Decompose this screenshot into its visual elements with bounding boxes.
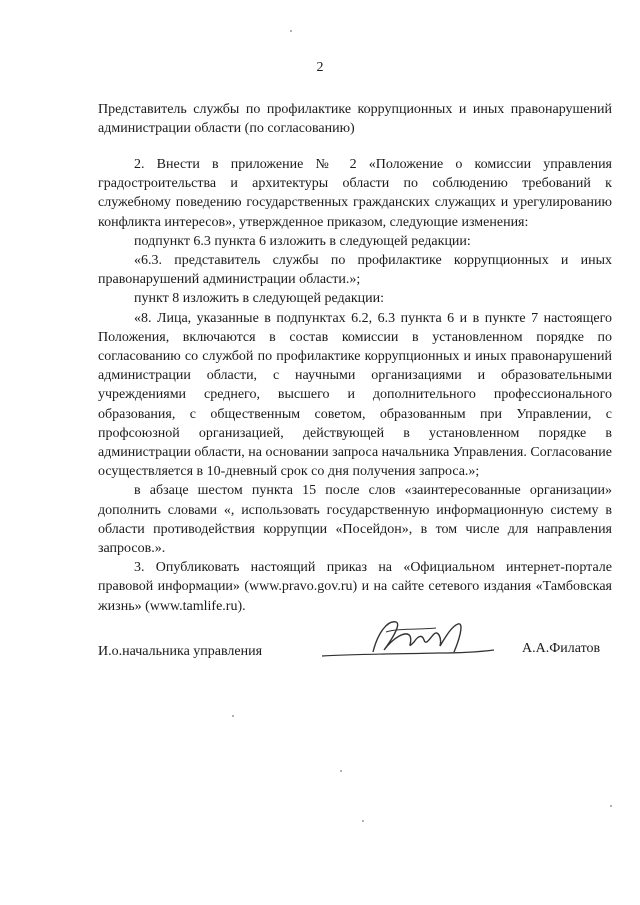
subpoint-6-3-intro: подпункт 6.3 пункта 6 изложить в следующей редакции: bbox=[134, 233, 471, 249]
page-number: 2 bbox=[316, 60, 324, 75]
handwritten-signature bbox=[318, 612, 498, 662]
scan-speck bbox=[232, 715, 234, 717]
amendments-section bbox=[98, 155, 612, 616]
item-3-paragraph: 3. Опубликовать настоящий приказ на «Официальном интернет-портале правовой информации» (www.pravo.gov.ru) и на сайте сетевого издания «Тамбовская жизнь» (www.tamlife.ru). bbox=[98, 560, 612, 614]
item-2-paragraph: 2. Внести в приложение № 2 «Положение о комиссии управления градостроительства и архитектуры области по соблюдению требований к служебному поведению государственных гражданских служащих и урегулированию конфликта интересов», утвержденное приказом, следующие изменения: bbox=[98, 157, 612, 230]
representative-text: Представитель службы по профилактике коррупционных и иных правонарушений администрации области (по согласованию) bbox=[98, 102, 612, 137]
scan-speck bbox=[340, 770, 342, 772]
scan-speck bbox=[290, 30, 292, 32]
scan-speck bbox=[610, 805, 612, 807]
representative-paragraph bbox=[98, 100, 612, 138]
point-8-text: «8. Лица, указанные в подпунктах 6.2, 6.3 пункта 6 и в пункте 7 настоящего Положения, включаются в состав комиссии в установленном порядке по согласованию со службой по профилактике коррупционных и иных правонарушений администрации области, с научными организациями и образовательными учреждениями среднего, высшего и дополнительного профессионального образования, с общественным советом, образованным при Управлении, с профсоюзной организацией, действующей в установленном порядке в администрации области, на основании запроса начальника Управления. Согласование осуществляется в 10-дневный срок со дня получения запроса.»; bbox=[98, 310, 612, 480]
point-15-text: в абзаце шестом пункта 15 после слов «заинтересованные организации» дополнить словами «, использовать государственную информационную систему в области противодействия коррупции «Посейдон», в том числе для направления запросов.». bbox=[98, 483, 612, 557]
signature-title: И.о.начальника управления bbox=[98, 644, 263, 659]
subpoint-6-3-text: «6.3. представитель службы по профилактике коррупционных и иных правонарушений администрации области.»; bbox=[98, 253, 612, 288]
scan-speck bbox=[362, 820, 364, 822]
signatory-name: А.А.Филатов bbox=[522, 641, 601, 656]
point-8-intro: пункт 8 изложить в следующей редакции: bbox=[134, 291, 384, 307]
